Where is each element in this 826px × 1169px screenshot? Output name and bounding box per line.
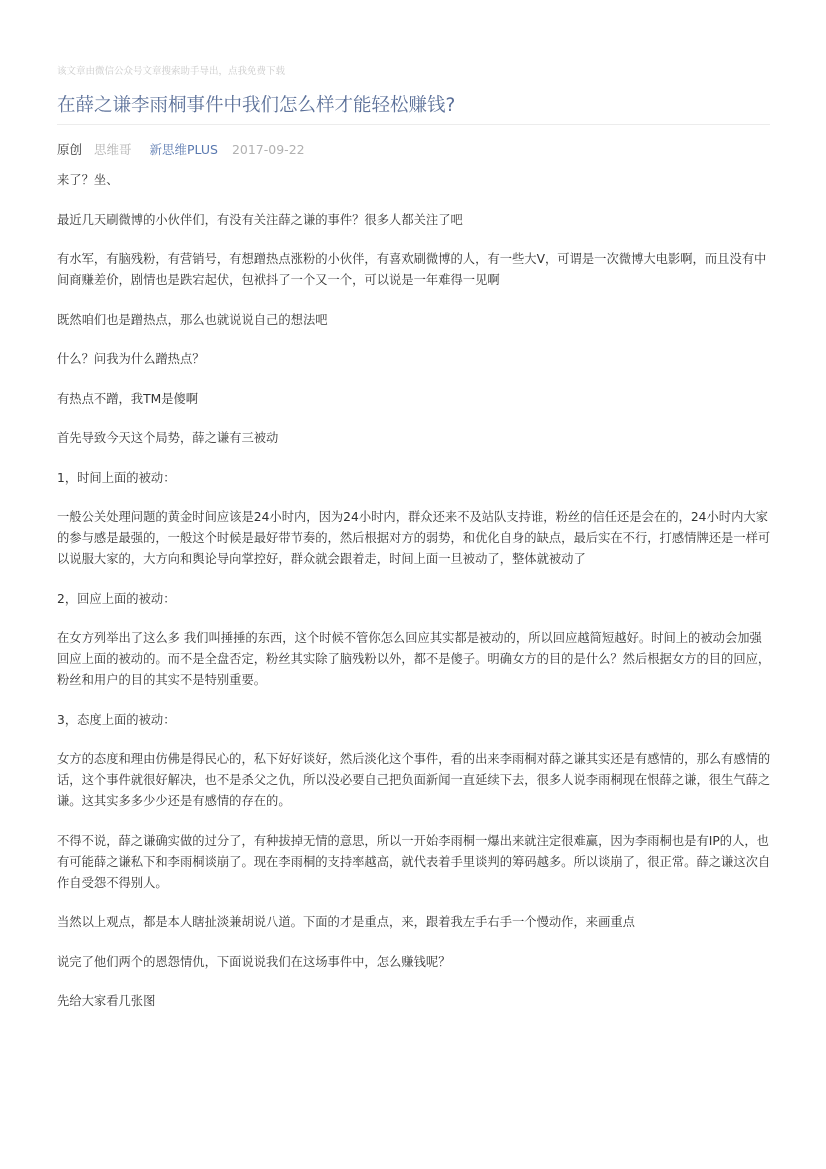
paragraph: 不得不说，薛之谦确实做的过分了，有种拔掉无情的意思，所以一开始李雨桐一爆出来就注定很难赢，因为李雨桐也是有IP的人，也有可能薛之谦私下和李雨桐谈崩了。现在李雨桐的支持率越高，就代表着手里谈判的筹码越多。所以谈崩了，很正常。薛之谦这次自作自受怨不得别人。	[57, 833, 771, 890]
article-body	[57, 170, 772, 1031]
export-notice-link[interactable]: 该文章由微信公众号文章搜索助手导出，点我免费下载	[57, 66, 286, 77]
original-tag: 原创	[57, 142, 83, 157]
paragraph: 先给大家看几张图	[57, 994, 156, 1008]
paragraph: 一般公关处理问题的黄金时间应该是24小时内，因为24小时内，群众还来不及站队支持谁，粉丝的信任还是会在的，24小时内大家的参与感是最强的，一般这个时候是最好带节奏的，然后根据对方的弱势，和优化自身的缺点，最后实在不行，打感情牌还是一样可以说服大家的，大方向和舆论导向掌控好，群众就会跟着走，时间上面一旦被动了，整体就被动了	[57, 510, 771, 566]
paragraph: 在女方列举出了这么多 我们叫捶捶的东西，这个时候不管你怎么回应其实都是被动的，所以回应越简短越好。时间上的被动会加强回应上面的被动的。而不是全盘否定，粉丝其实除了脑残粉以外，都不是傻子。明确女方的目的是什么？然后根据女方的目的回应，粉丝和用户的目的其实不是特别重要。	[57, 631, 771, 687]
paragraph: 有水军，有脑残粉，有营销号，有想蹭热点涨粉的小伙伴，有喜欢刷微博的人，有一些大V，可谓是一次微博大电影啊，而且没有中间商赚差价，剧情也是跌宕起伏，包袱抖了一个又一个，可以说是一年难得一见啊	[57, 252, 767, 287]
title-divider	[57, 124, 770, 125]
paragraph: 首先导致今天这个局势，薛之谦有三被动	[57, 431, 279, 445]
publish-date: 2017-09-22	[231, 142, 305, 157]
section-heading: 2，回应上面的被动：	[57, 591, 176, 606]
article-meta	[57, 140, 313, 158]
paragraph: 既然咱们也是蹭热点，那么也就说说自己的想法吧	[57, 312, 328, 327]
paragraph: 说完了他们两个的恩怨情仇，下面说说我们在这场事件中，怎么赚钱呢？	[57, 954, 451, 969]
section-heading: 1，时间上面的被动：	[57, 470, 176, 485]
paragraph: 什么？问我为什么蹭热点？	[57, 352, 205, 366]
paragraph: 最近几天刷微博的小伙伴们，有没有关注薛之谦的事件？很多人都关注了吧	[57, 212, 463, 227]
paragraph: 当然以上观点，都是本人瞎扯淡兼胡说八道。下面的才是重点，来，跟着我左手右手一个慢动作，来画重点	[57, 915, 635, 929]
article-title: 在薛之谦李雨桐事件中我们怎么样才能轻松赚钱?	[57, 95, 456, 116]
author-name: 思维哥	[94, 142, 132, 157]
paragraph: 来了？坐、	[57, 173, 119, 187]
paragraph: 女方的态度和理由仿佛是得民心的，私下好好谈好，然后淡化这个事件，看的出来李雨桐对薛之谦其实还是有感情的，那么有感情的话，这个事件就很好解决，也不是杀父之仇，所以没必要自己把负面新闻一直延续下去，很多人说李雨桐现在恨薛之谦，很生气薛之谦。这其实多多少少还是有感情的存在的。	[57, 752, 771, 808]
account-link[interactable]: 新思维PLUS	[149, 142, 218, 157]
section-heading: 3，态度上面的被动：	[57, 712, 176, 727]
paragraph: 有热点不蹭，我TM是傻啊	[57, 391, 199, 406]
